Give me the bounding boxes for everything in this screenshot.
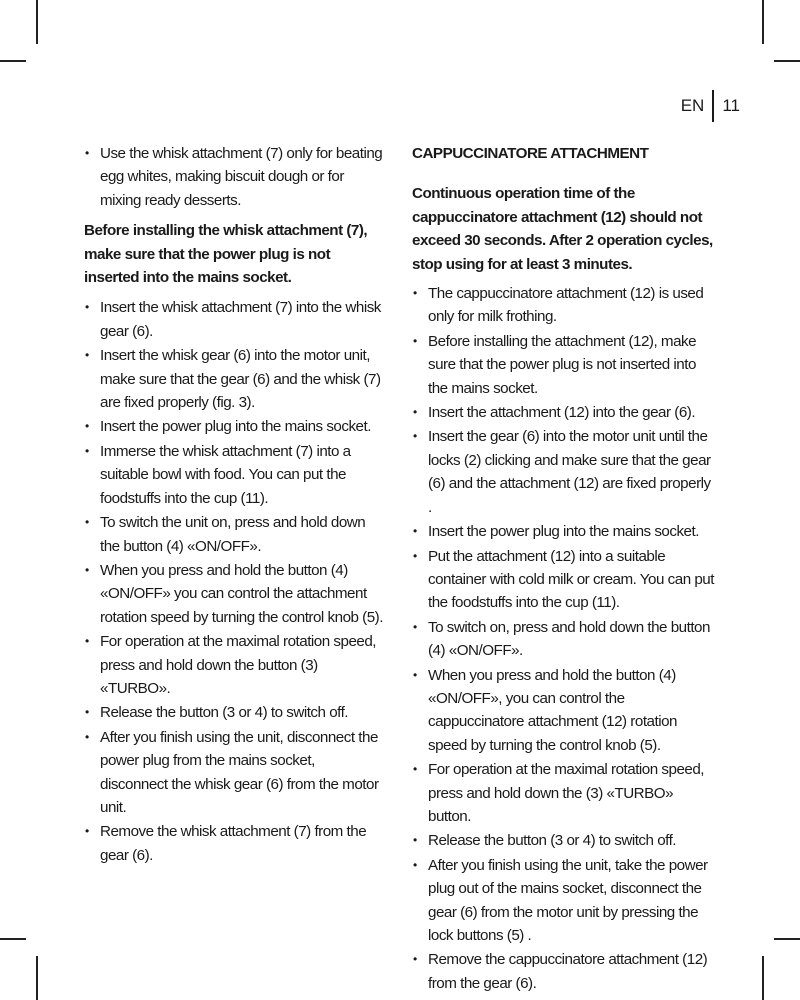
cappuccinatore-instructions-list [412, 282, 716, 995]
list-item: • After you finish using the unit, take the power plug out of the mains socket, disconnect the gear (6) from the motor unit by pressing the lock buttons (5) . [412, 854, 716, 948]
whisk-warning: Before installing the whisk attachment (7), make sure that the power plug is not inserted into the mains socket. [84, 222, 368, 287]
crop-mark-top-left-horizontal [0, 60, 26, 62]
crop-mark-bottom-right-vertical [762, 956, 764, 1000]
crop-mark-top-left-vertical [36, 0, 38, 44]
list-item: • For operation at the maximal rotation speed, press and hold down the (3) «TURBO» button. [412, 758, 716, 828]
left-column [84, 142, 386, 868]
list-item: • Remove the whisk attachment (7) from the gear (6). [84, 820, 386, 867]
list-item: • For operation at the maximal rotation speed, press and hold down the button (3) «TURBO». [84, 630, 386, 700]
list-item: • Release the button (3 or 4) to switch off. [412, 829, 716, 852]
list-item: • Insert the power plug into the mains socket. [412, 520, 716, 543]
header-separator [712, 90, 714, 122]
list-item: • To switch the unit on, press and hold down the button (4) «ON/OFF». [84, 511, 386, 558]
list-item: • When you press and hold the button (4) «ON/OFF» you can control the attachment rotation speed by turning the control knob (5). [84, 559, 386, 629]
crop-mark-top-right-horizontal [774, 60, 800, 62]
list-item: • Insert the power plug into the mains socket. [84, 415, 386, 438]
cappuccinatore-warning: Continuous operation time of the cappuccinatore attachment (12) should not exceed 30 seconds. After 2 operation cycles, stop using for at least 3 minutes. [412, 185, 713, 273]
page-header [681, 90, 740, 122]
list-item: • Insert the whisk attachment (7) into the whisk gear (6). [84, 296, 386, 343]
list-item: • Before installing the attachment (12), make sure that the power plug is not inserted into the mains socket. [412, 330, 716, 400]
list-item: • After you finish using the unit, disconnect the power plug from the mains socket, disconnect the whisk gear (6) from the motor unit. [84, 726, 386, 820]
list-item: • When you press and hold the button (4) «ON/OFF», you can control the cappuccinatore attachment (12) rotation speed by turning the control knob (5). [412, 664, 716, 758]
list-item: • Release the button (3 or 4) to switch off. [84, 701, 386, 724]
crop-mark-bottom-right-horizontal [774, 938, 800, 940]
list-item: • Immerse the whisk attachment (7) into a suitable bowl with food. You can put the foodstuffs into the cup (11). [84, 440, 386, 510]
section-title: CAPPUCCINATORE ATTACHMENT [412, 145, 649, 162]
whisk-instructions-list [84, 296, 386, 867]
page-number: 11 [722, 96, 740, 115]
list-item: • Insert the whisk gear (6) into the motor unit, make sure that the gear (6) and the whisk (7) are fixed properly (fig. 3). [84, 344, 386, 414]
list-item: • Insert the attachment (12) into the gear (6). [412, 401, 716, 424]
crop-mark-bottom-left-vertical [36, 956, 38, 1000]
list-item: • To switch on, press and hold down the button (4) «ON/OFF». [412, 616, 716, 663]
right-column [412, 142, 716, 996]
list-item: • The cappuccinatore attachment (12) is used only for milk frothing. [412, 282, 716, 329]
language-code: EN [680, 96, 705, 115]
list-item: • Insert the gear (6) into the motor unit until the locks (2) clicking and make sure that the gear (6) and the attachment (12) are fixed properly . [412, 425, 716, 519]
crop-mark-bottom-left-horizontal [0, 938, 26, 940]
list-item: • Remove the cappuccinatore attachment (12) from the gear (6). [412, 948, 716, 995]
list-item: • Use the whisk attachment (7) only for beating egg whites, making biscuit dough or for mixing ready desserts. [84, 142, 386, 212]
list-item: • Put the attachment (12) into a suitable container with cold milk or cream. You can put the foodstuffs into the cup (11). [412, 545, 716, 615]
left-intro-list [84, 142, 386, 212]
crop-mark-top-right-vertical [762, 0, 764, 44]
